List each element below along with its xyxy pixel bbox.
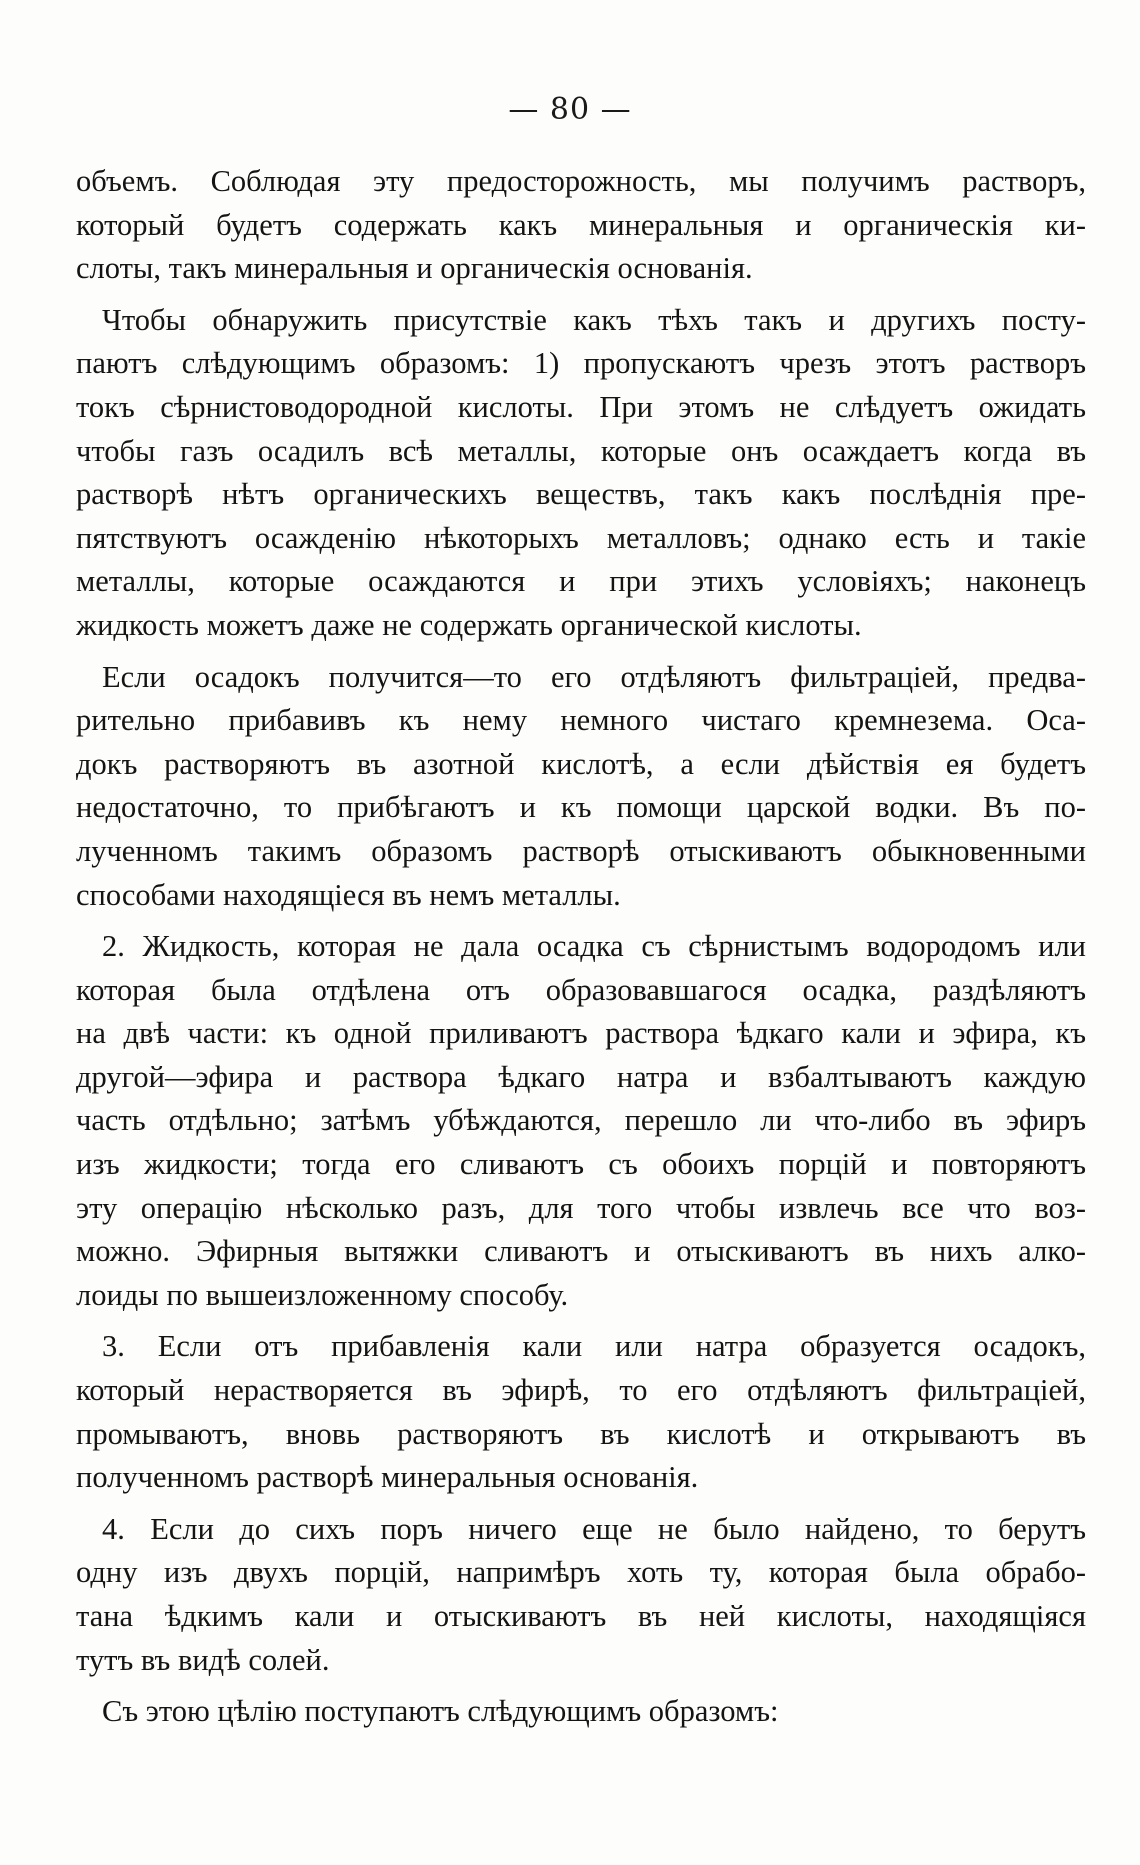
paragraph — [76, 160, 1086, 291]
text-line: рительно прибавивъ къ нему немного чистаго кремнезема. Оса- — [76, 703, 1086, 738]
text-line: тутъ въ видѣ солей. — [76, 1642, 330, 1677]
text-line: Съ этою цѣлію поступаютъ слѣдующимъ образомъ: — [102, 1694, 779, 1729]
paragraph — [76, 1508, 1086, 1682]
paragraph — [76, 1325, 1086, 1499]
text-line: эту операцію нѣсколько разъ, для того чтобы извлечь все что воз- — [76, 1190, 1086, 1225]
text-line: слоты, такъ минеральныя и органическія основанія. — [76, 251, 753, 286]
text-line: пятствуютъ осажденію нѣкоторыхъ металловъ; однако есть и такіе — [76, 520, 1086, 555]
text-line: Если осадокъ получится—то его отдѣляютъ фильтраціей, предва- — [102, 659, 1086, 694]
text-line: 2. Жидкость, которая не дала осадка съ сѣрнистымъ водородомъ или — [102, 929, 1086, 964]
text-line: полученномъ растворѣ минеральныя основанія. — [76, 1460, 699, 1495]
text-line: Чтобы обнаружить присутствіе какъ тѣхъ такъ и другихъ посту- — [102, 302, 1086, 337]
page-number: — 80 — — [508, 92, 632, 127]
text-line: изъ жидкости; тогда его сливаютъ съ обоихъ порцій и повторяютъ — [76, 1147, 1086, 1182]
text-line: чтобы газъ осадилъ всѣ металлы, которые онъ осаждаетъ когда въ — [76, 433, 1086, 468]
text-line: паютъ слѣдующимъ образомъ: 1) пропускаютъ чрезъ этотъ растворъ — [76, 346, 1086, 381]
text-line: одну изъ двухъ порцій, напримѣръ хоть ту, которая была обрабо- — [76, 1555, 1086, 1590]
text-line: жидкость можетъ даже не содержать органической кислоты. — [76, 607, 862, 642]
text-line: промываютъ, вновь растворяютъ въ кислотѣ и открываютъ въ — [76, 1416, 1086, 1451]
text-line: способами находящіеся въ немъ металлы. — [76, 877, 621, 912]
text-line: который будетъ содержать какъ минеральныя и органическія ки- — [76, 207, 1086, 242]
text-line: металлы, которые осаждаются и при этихъ условіяхъ; наконецъ — [76, 564, 1086, 599]
text-line: токъ сѣрнистоводородной кислоты. При этомъ не слѣдуетъ ожидать — [76, 389, 1086, 424]
text-line: растворѣ нѣтъ органическихъ веществъ, такъ какъ послѣднія пре- — [76, 477, 1086, 512]
body-text — [76, 160, 1086, 1734]
text-line: тана ѣдкимъ кали и отыскиваютъ въ ней кислоты, находящіяся — [76, 1599, 1086, 1633]
paragraph — [76, 656, 1086, 918]
text-line: другой—эфира и раствора ѣдкаго натра и взбалтываютъ каждую — [76, 1059, 1086, 1094]
text-line: лученномъ такимъ образомъ растворѣ отыскиваютъ обыкновенными — [76, 833, 1086, 868]
paragraph — [76, 299, 1086, 648]
text-line: недостаточно, то прибѣгаютъ и къ помощи царской водки. Въ по- — [76, 790, 1086, 825]
text-line: которая была отдѣлена отъ образовавшагося осадка, раздѣляютъ — [76, 972, 1086, 1007]
paragraph — [76, 1690, 1086, 1734]
text-line: часть отдѣльно; затѣмъ убѣждаются, перешло ли что-либо въ эфиръ — [76, 1103, 1086, 1138]
text-line: лоиды по вышеизложенному способу. — [76, 1277, 569, 1312]
text-line: 4. Если до сихъ поръ ничего еще не было найдено, то берутъ — [102, 1511, 1086, 1546]
text-line: который нерастворяется въ эфирѣ, то его отдѣляютъ фильтраціей, — [76, 1373, 1086, 1408]
text-line: на двѣ части: къ одной приливаютъ раствора ѣдкаго кали и эфира, къ — [76, 1016, 1086, 1051]
text-line: 3. Если отъ прибавленія кали или натра образуется осадокъ, — [102, 1329, 1086, 1364]
text-line: докъ растворяютъ въ азотной кислотѣ, а если дѣйствія ея будетъ — [76, 746, 1086, 781]
paragraph — [76, 925, 1086, 1317]
text-line: можно. Эфирныя вытяжки сливаютъ и отыскиваютъ въ нихъ алко- — [76, 1234, 1086, 1269]
text-line: объемъ. Соблюдая эту предосторожность, мы получимъ растворъ, — [76, 164, 1086, 198]
